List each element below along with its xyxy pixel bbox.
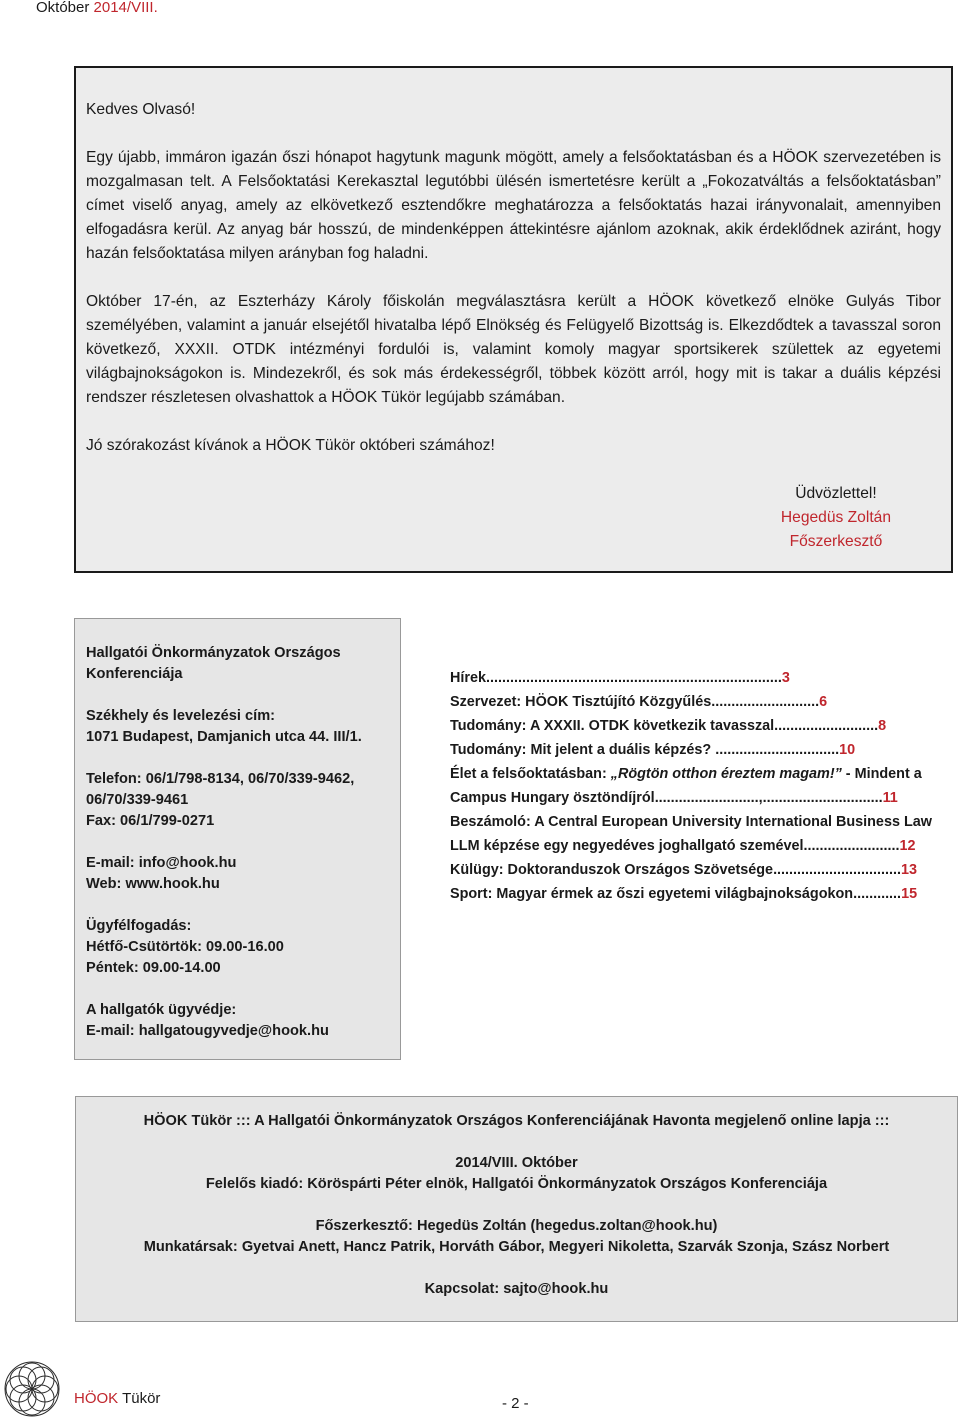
org-name-line1: Hallgatói Önkormányzatok Országos — [86, 645, 341, 661]
imprint-publisher: Felelős kiadó: Köröspárti Péter elnök, Hallgatói Önkormányzatok Országos Konferenciája — [205, 1176, 828, 1192]
toc-page-number: 10 — [839, 742, 856, 758]
org-name-line2: Konferenciája — [86, 666, 183, 682]
letter-signature — [86, 482, 941, 554]
toc-page-number: 13 — [901, 862, 918, 878]
imprint-box — [75, 1096, 958, 1322]
toc-item-hirek[interactable]: Hírek..........................................................................3 — [450, 670, 790, 686]
toc-item-kulugy[interactable]: Külügy: Doktoranduszok Országos Szövetsége................................13 — [450, 862, 918, 878]
letter-signer: Hegedüs Zoltán — [780, 509, 891, 526]
header-month: Október — [36, 0, 90, 16]
letter-paragraph-3: Jó szórakozást kívánok a HÖOK Tükör októberi számához! — [86, 437, 495, 454]
hours-weekdays: Hétfő-Csütörtök: 09.00-16.00 — [86, 939, 284, 955]
fax: Fax: 06/1/799-0271 — [86, 813, 215, 829]
toc-item-otdk[interactable]: Tudomány: A XXXII. OTDK következik tavasszal..........................8 — [450, 718, 887, 734]
address-label: Székhely és levelezési cím: — [86, 708, 276, 724]
toc-item-beszamolo[interactable]: Beszámoló: A Central European University International Business Law LLM képzése egy negyedéves joghallgató szemével........................12 — [450, 814, 932, 854]
letter-closing: Üdvözlettel! — [795, 485, 877, 502]
imprint-editor: Főszerkesztő: Hegedüs Zoltán (hegedus.zoltan@hook.hu) — [315, 1218, 718, 1234]
hours-label: Ügyfélfogadás: — [86, 918, 192, 934]
page-number: - 2 - — [502, 1395, 529, 1412]
imprint-staff: Munkatársak: Gyetvai Anett, Hancz Patrik, Horváth Gábor, Megyeri Nikoletta, Szarvák Szonja, Szász Norbert — [143, 1239, 890, 1255]
toc-item-sport[interactable]: Sport: Magyar érmek az őszi egyetemi világbajnokságokon............15 — [450, 886, 918, 902]
toc-item-szervezet[interactable]: Szervezet: HÖOK Tisztújító Közgyűlés...........................6 — [450, 694, 828, 710]
toc-page-number: 3 — [781, 670, 790, 686]
imprint-contact-link[interactable]: Kapcsolat: sajto@hook.hu — [424, 1281, 609, 1297]
imprint-issue: 2014/VIII. Október — [455, 1155, 578, 1171]
table-of-contents — [450, 666, 950, 906]
footer-brand-rest: Tükör — [118, 1390, 161, 1407]
header-issue: 2014/VIII. — [93, 0, 158, 16]
footer-brand — [74, 1390, 160, 1407]
contact-box — [74, 618, 401, 1060]
phone-line1: Telefon: 06/1/798-8134, 06/70/339-9462, — [86, 771, 355, 787]
toc-item-dualis[interactable]: Tudomány: Mit jelent a duális képzés? ...............................10 — [450, 742, 856, 758]
imprint-line1: HÖOK Tükör ::: A Hallgatói Önkormányzatok Országos Konferenciájának Havonta megjelenő online lapja ::: — [143, 1113, 890, 1129]
email-link[interactable]: E-mail: info@hook.hu — [86, 855, 237, 871]
toc-item-elet[interactable]: Élet a felsőoktatásban: „Rögtön otthon éreztem magam!” - Mindent a Campus Hungary ösztöndíjról..........................,..............................11 — [450, 766, 922, 806]
phone-line2: 06/70/339-9461 — [86, 792, 189, 808]
hook-logo-icon — [2, 1360, 62, 1418]
address: 1071 Budapest, Damjanich utca 44. III/1. — [86, 729, 362, 745]
page-header — [36, 0, 158, 16]
web-link[interactable]: Web: www.hook.hu — [86, 876, 220, 892]
letter-role: Főszerkesztő — [789, 533, 883, 550]
lawyer-label: A hallgatók ügyvédje: — [86, 1002, 237, 1018]
toc-page-number: 15 — [901, 886, 918, 902]
letter-greeting: Kedves Olvasó! — [86, 101, 196, 118]
letter-paragraph-1: Egy újabb, immáron igazán őszi hónapot hagytunk magunk mögött, amely a felsőoktatásban és a HÖOK szervezetében is mozgalmasan telt. A Felsőoktatási Kerekasztal legutóbbi ülésén ismertetésre került a „Fokozatváltás a felsőoktatásban” címet viselő anyag, amely az elkövetkező esztendőkre meghatározza a felsőoktatás hazai irányvonalait, amennyiben elfogadásra kerül. Az anyag bár hosszú, de mindenképpen áttekintésre ajánlom azoknak, akik érdeklődnek aziránt, hogy hazán felsőoktatása milyen arányban fog haladni. — [86, 149, 941, 262]
letter-paragraph-2: Október 17-én, az Eszterházy Károly főiskolán megválasztásra került a HÖOK következő elnöke Gulyás Tibor személyében, valamint a január elsejétől hivatalba lépő Elnökség és Felügyelő Bizottság is. Elkezdődtek a tavasszal soron következő, XXXII. OTDK intézményi fordulói is, valamint komoly magyar sportsikerek születtek az egyetemi világbajnokságokon is. Mindezekről, és sok más érdekességről, többek között arról, hogy mit is takar a duális képzési rendszer részletesen olvashattok a HÖOK Tükör legújabb számában. — [86, 293, 941, 406]
toc-page-number: 8 — [878, 718, 887, 734]
lawyer-email-link[interactable]: E-mail: hallgatougyvedje@hook.hu — [86, 1023, 329, 1039]
toc-page-number: 12 — [899, 838, 916, 854]
toc-page-number: 6 — [819, 694, 828, 710]
editor-letter — [74, 66, 953, 573]
footer-brand-red: HÖOK — [74, 1390, 119, 1407]
toc-page-number: 11 — [882, 790, 898, 806]
hours-friday: Péntek: 09.00-14.00 — [86, 960, 221, 976]
